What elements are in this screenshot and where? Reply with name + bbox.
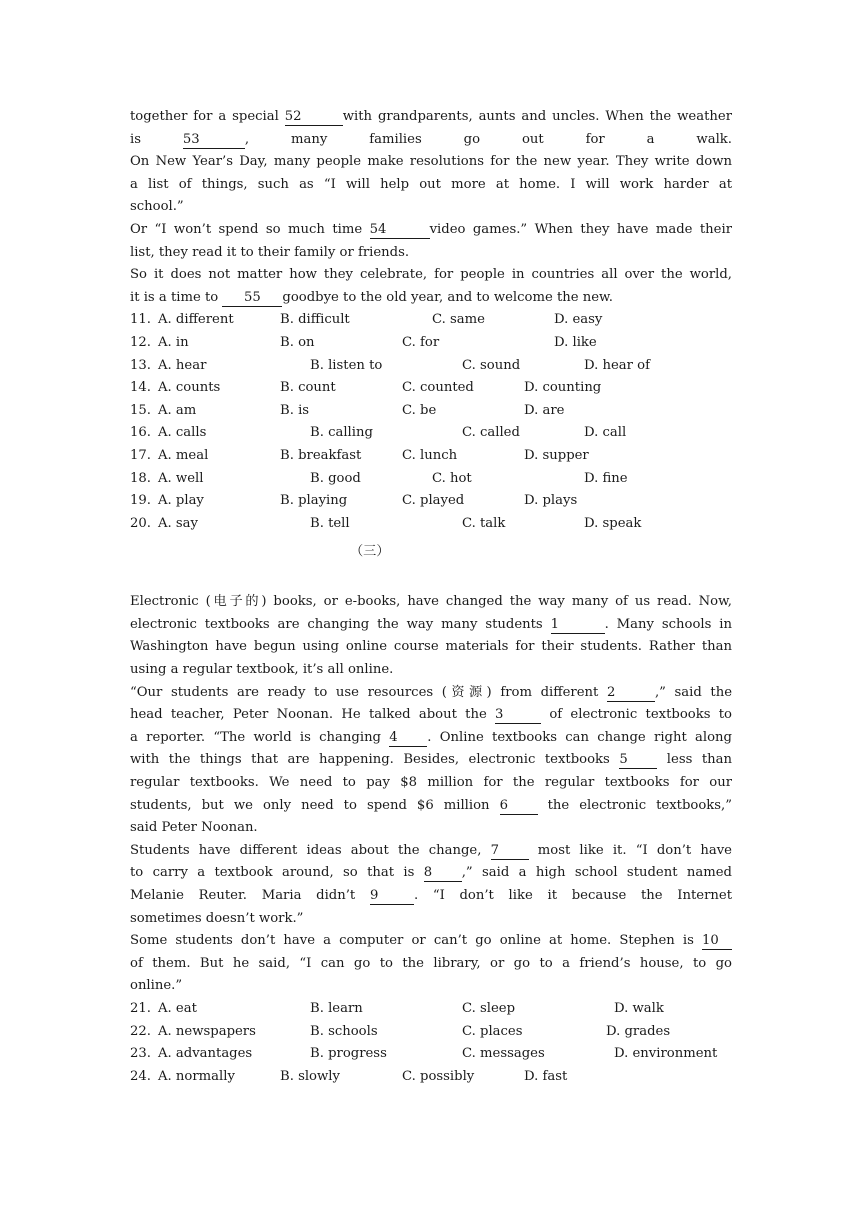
question-row — [130, 445, 732, 468]
answer-option: A. say — [158, 515, 198, 531]
line-text: , many families go out for a walk. — [244, 131, 732, 147]
passage-line — [130, 795, 732, 818]
passage-line — [130, 151, 732, 174]
line-text: . Online textbooks can change right along — [427, 729, 732, 745]
answer-option: B. is — [280, 402, 310, 418]
question-row — [130, 998, 732, 1021]
answer-option: A. hear — [158, 357, 207, 373]
answer-option: C. places — [462, 1023, 523, 1039]
passage-line — [130, 772, 732, 795]
blank-number: 4 — [389, 730, 427, 747]
answer-option: C. messages — [462, 1046, 545, 1062]
passage-line — [130, 174, 732, 197]
answer-option: A. advantages — [158, 1046, 253, 1062]
line-text: regular textbooks. We need to pay $8 million for the regular textbooks for our — [130, 775, 732, 791]
passage-line — [130, 219, 732, 242]
question-row — [130, 332, 732, 355]
passage-line — [130, 196, 732, 219]
answer-option: B. calling — [310, 425, 373, 441]
line-text: So it does not matter how they celebrate, for people in countries all over the world, — [130, 267, 732, 283]
blank-number: 52 — [285, 109, 343, 126]
answer-option: A. in — [158, 334, 189, 350]
question-row — [130, 490, 732, 513]
question-row — [130, 513, 732, 536]
line-text: most like it. “I don’t have — [528, 842, 732, 858]
line-text: students, but we only need to spend $6 million — [130, 797, 500, 813]
line-text: said Peter Noonan. — [130, 820, 258, 836]
question-number: 18. — [130, 470, 151, 486]
passage-line — [130, 862, 732, 885]
blank-number: 10 — [702, 933, 732, 950]
answer-option: D. fine — [584, 470, 628, 486]
line-text: a reporter. “The world is changing — [130, 729, 390, 745]
line-text: list, they read it to their family or friends. — [130, 244, 410, 260]
answer-option: B. listen to — [310, 357, 383, 373]
answer-option: C. played — [402, 493, 465, 509]
blank-number: 5 — [619, 752, 657, 769]
line-text: a list of things, such as “I will help out more at home. I will work harder at — [130, 176, 732, 192]
answer-option: C. hot — [432, 470, 472, 486]
answer-option: D. fast — [524, 1068, 568, 1084]
answer-option: A. eat — [158, 1000, 197, 1016]
passage-line — [130, 287, 732, 310]
passage-line — [130, 749, 732, 772]
blank-number: 3 — [495, 707, 541, 724]
question-number: 14. — [130, 380, 151, 396]
passage-line — [130, 659, 732, 682]
question-number: 23. — [130, 1046, 151, 1062]
line-text: ,” said the — [654, 684, 732, 700]
passage-line — [130, 129, 732, 152]
answer-option: D. counting — [524, 380, 602, 396]
passage-line — [130, 817, 732, 840]
answer-option: C. be — [402, 402, 437, 418]
line-text: of them. But he said, “I can go to the library, or go to a friend’s house, to go — [130, 955, 732, 971]
line-text: school.” — [130, 199, 184, 215]
answer-option: D. walk — [614, 1000, 664, 1016]
line-text: On New Year’s Day, many people make resolutions for the new year. They write down — [130, 154, 732, 170]
blank-number: 7 — [491, 843, 529, 860]
answer-option: C. possibly — [402, 1068, 475, 1084]
question-row — [130, 355, 732, 378]
question-row — [130, 400, 732, 423]
question-row — [130, 1043, 732, 1066]
line-text: Students have different ideas about the change, — [130, 842, 491, 858]
blank-number: 55 — [222, 290, 282, 307]
passage-line — [130, 591, 732, 614]
line-text: Melanie Reuter. Maria didn’t — [130, 888, 370, 903]
answer-option: A. newspapers — [158, 1023, 256, 1039]
answer-option: D. plays — [524, 493, 578, 509]
line-text: “Our students are ready to use resources (资源) from different — [130, 684, 607, 700]
line-text: Or “I won’t spend so much time — [130, 221, 370, 237]
question-row — [130, 377, 732, 400]
answer-option: C. same — [432, 312, 485, 328]
question-list-11-20 — [130, 309, 732, 535]
question-number: 20. — [130, 515, 151, 531]
answer-option: A. different — [158, 312, 234, 328]
question-number: 12. — [130, 334, 151, 350]
line-text: with the things that are happening. Besides, electronic textbooks — [130, 752, 620, 768]
question-row — [130, 1066, 732, 1089]
passage-line — [130, 614, 732, 637]
answer-option: C. counted — [402, 380, 474, 396]
question-number: 17. — [130, 447, 151, 463]
line-text: the electronic textbooks,” — [537, 797, 732, 813]
blank-number: 2 — [607, 685, 655, 702]
line-text: it is a time to — [130, 289, 223, 305]
line-text: with grandparents, aunts and uncles. When the weather — [342, 109, 732, 124]
line-text: . “I don’t like it because the Internet — [413, 888, 732, 903]
answer-option: D. speak — [584, 515, 642, 531]
answer-option: C. sound — [462, 357, 521, 373]
answer-option: B. on — [280, 334, 315, 350]
question-row — [130, 422, 732, 445]
section-title: （三） — [350, 544, 390, 560]
question-number: 22. — [130, 1023, 151, 1039]
passage-line — [130, 908, 732, 931]
line-text: Washington have begun using online course materials for their students. Rather than — [130, 639, 732, 655]
answer-option: B. breakfast — [280, 447, 362, 463]
line-text: sometimes doesn’t work.” — [130, 910, 304, 926]
answer-option: C. talk — [462, 515, 506, 531]
question-number: 24. — [130, 1068, 151, 1084]
answer-option: B. difficult — [280, 312, 350, 328]
answer-option: D. easy — [554, 312, 603, 328]
passage-three — [130, 591, 732, 998]
answer-option: A. counts — [158, 380, 221, 396]
answer-option: B. progress — [310, 1046, 387, 1062]
answer-option: C. sleep — [462, 1000, 516, 1016]
passage-two — [130, 106, 732, 309]
question-number: 16. — [130, 425, 151, 441]
passage-line — [130, 682, 732, 705]
answer-option: A. well — [158, 470, 204, 486]
answer-option: C. lunch — [402, 447, 458, 463]
blank-number: 9 — [370, 888, 414, 905]
answer-option: D. supper — [524, 447, 589, 463]
question-number: 13. — [130, 357, 151, 373]
question-number: 11. — [130, 312, 151, 328]
passage-line — [130, 704, 732, 727]
answer-option: D. hear of — [584, 357, 650, 373]
answer-option: B. good — [310, 470, 361, 486]
answer-option: B. learn — [310, 1000, 363, 1016]
line-text: is — [130, 131, 183, 147]
line-text: video games.” When they have made their — [429, 221, 732, 237]
answer-option: D. call — [584, 425, 627, 441]
line-text: to carry a textbook around, so that is — [130, 865, 424, 881]
passage-line — [130, 242, 732, 265]
blank-number: 54 — [370, 222, 430, 239]
answer-option: A. meal — [158, 447, 209, 463]
answer-option: D. grades — [606, 1023, 671, 1039]
line-text: of electronic textbooks to — [541, 707, 732, 723]
question-row — [130, 309, 732, 332]
answer-option: B. slowly — [280, 1068, 340, 1084]
answer-option: A. calls — [158, 425, 207, 441]
answer-option: D. are — [524, 402, 565, 418]
passage-line — [130, 636, 732, 659]
passage-line — [130, 953, 732, 976]
passage-line — [130, 840, 732, 863]
line-text: Some students don’t have a computer or can’t go online at home. Stephen is — [130, 933, 702, 949]
passage-line — [130, 106, 732, 129]
answer-option: C. called — [462, 425, 520, 441]
line-text: using a regular textbook, it’s all online. — [130, 662, 394, 678]
line-text: . Many schools in — [604, 616, 732, 632]
answer-option: B. playing — [280, 493, 348, 509]
answer-option: A. am — [158, 402, 197, 418]
document-page — [130, 106, 732, 1088]
passage-line — [130, 885, 732, 908]
blank-number: 6 — [500, 798, 538, 815]
answer-option: B. count — [280, 380, 336, 396]
question-row — [130, 468, 732, 491]
line-text: head teacher, Peter Noonan. He talked about the — [130, 707, 496, 723]
question-number: 19. — [130, 493, 151, 509]
passage-line — [130, 975, 732, 998]
section-gap — [130, 569, 732, 591]
passage-line — [130, 727, 732, 750]
line-text: together for a special — [130, 109, 285, 124]
answer-option: C. for — [402, 334, 440, 350]
line-text: goodbye to the old year, and to welcome the new. — [282, 289, 613, 305]
question-number: 21. — [130, 1000, 151, 1016]
answer-option: B. tell — [310, 515, 350, 531]
answer-option: D. environment — [614, 1046, 718, 1062]
blank-number: 8 — [424, 865, 462, 882]
answer-option: D. like — [554, 334, 597, 350]
answer-option: A. normally — [158, 1068, 235, 1084]
line-text: less than — [657, 752, 732, 768]
passage-line — [130, 930, 732, 953]
line-text: online.” — [130, 978, 183, 994]
question-list-21-24 — [130, 998, 732, 1088]
blank-number: 1 — [551, 617, 605, 634]
answer-option: B. schools — [310, 1023, 378, 1039]
question-row — [130, 1021, 732, 1044]
line-text: Electronic (电子的) books, or e-books, have changed the way many of us read. Now, — [130, 594, 732, 610]
answer-option: A. play — [158, 493, 204, 509]
line-text: electronic textbooks are changing the way many students — [130, 616, 551, 632]
question-number: 15. — [130, 402, 151, 418]
line-text: ,” said a high school student named — [461, 865, 732, 881]
passage-line — [130, 264, 732, 287]
blank-number: 53 — [183, 132, 245, 149]
